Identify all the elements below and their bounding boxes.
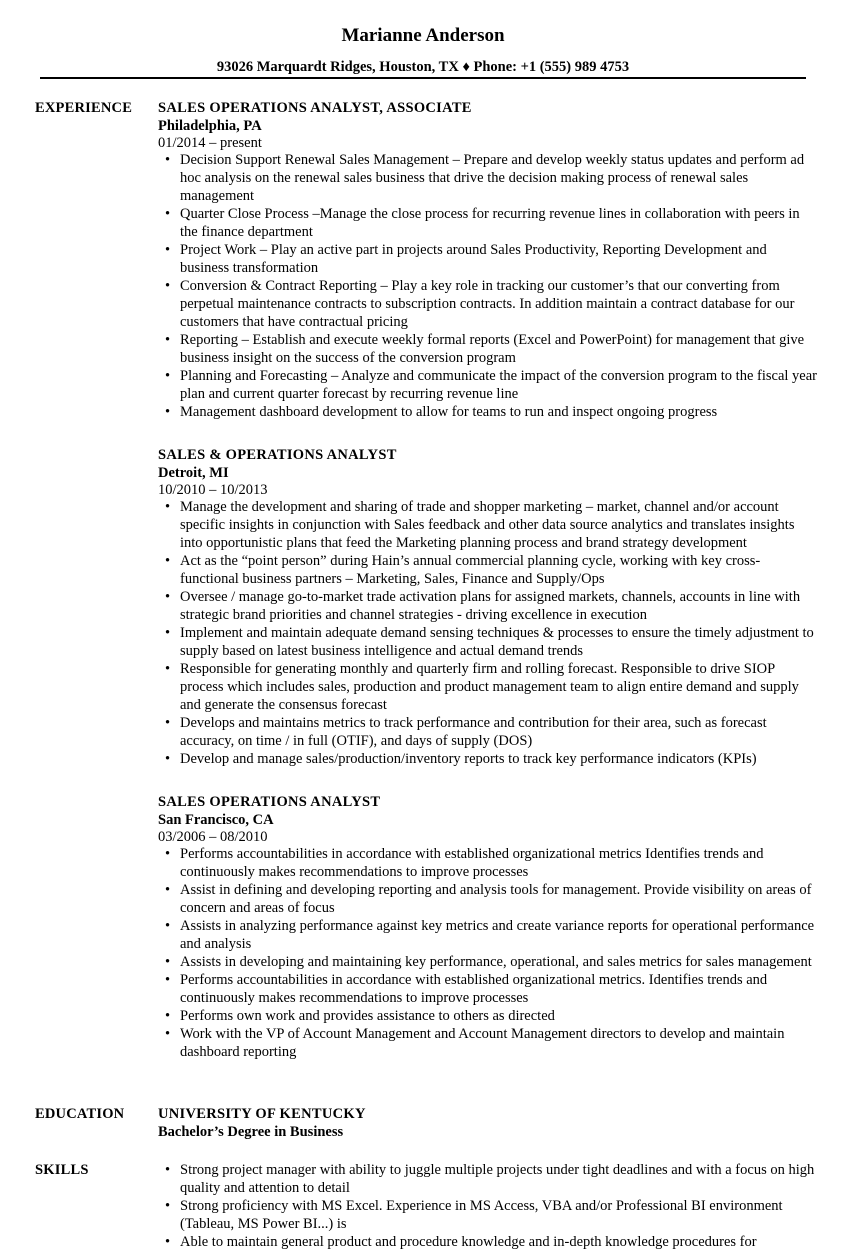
list-item: • Oversee / manage go-to-market trade activation plans for assigned markets, channels, accounts in line with strategic brand priorities and channel strategies - driving excellence in execution <box>158 588 818 624</box>
list-item: • Responsible for generating monthly and quarterly firm and rolling forecast. Responsible to drive SIOP process which includes sales, production and product management team to align entire demand and supply and generate the consensus forecast <box>158 660 818 714</box>
resume-header <box>0 24 846 76</box>
contact-line: 93026 Marquardt Ridges, Houston, TX ♦ Phone: +1 (555) 989 4753 <box>216 59 630 75</box>
school-name: UNIVERSITY OF KENTUCKY <box>158 1106 366 1122</box>
job-entry <box>158 793 818 1061</box>
job-dates: 01/2014 – present <box>158 135 262 151</box>
job-bullets <box>158 151 818 421</box>
list-item: • Work with the VP of Account Management and Account Management directors to develop and maintain dashboard reporting <box>158 1025 818 1061</box>
job-location: Detroit, MI <box>158 465 229 481</box>
list-item: • Reporting – Establish and execute weekly formal reports (Excel and PowerPoint) for management that give business insight on the success of the conversion program <box>158 331 818 367</box>
education-entry <box>158 1105 818 1141</box>
list-item: • Strong proficiency with MS Excel. Experience in MS Access, VBA and/or Professional BI environment (Tableau, MS Power BI...) is <box>158 1197 818 1233</box>
job-location: Philadelphia, PA <box>158 118 262 134</box>
list-item: • Quarter Close Process –Manage the close process for recurring revenue lines in collaboration with peers in the finance department <box>158 205 818 241</box>
list-item: • Act as the “point person” during Hain’s annual commercial planning cycle, working with key cross-functional business partners – Marketing, Sales, Finance and Supply/Ops <box>158 552 818 588</box>
list-item: • Able to maintain general product and procedure knowledge and in-depth knowledge procedures for <box>158 1233 818 1251</box>
skills-list <box>158 1161 818 1251</box>
list-item: • Develops and maintains metrics to track performance and contribution for their area, such as forecast accuracy, on time / in full (OTIF), and days of supply (DOS) <box>158 714 818 750</box>
list-item: • Decision Support Renewal Sales Management – Prepare and develop weekly status updates and perform ad hoc analysis on the renewal sales business that drive the decision making process of renewal sales management <box>158 151 818 205</box>
job-dates: 10/2010 – 10/2013 <box>158 482 268 498</box>
section-label: EXPERIENCE <box>35 100 133 116</box>
header-divider <box>40 77 806 79</box>
job-entry <box>158 446 818 768</box>
list-item: • Strong project manager with ability to juggle multiple projects under tight deadlines and with a focus on high quality and attention to detail <box>158 1161 818 1197</box>
list-item: • Management dashboard development to allow for teams to run and inspect ongoing progress <box>158 403 818 421</box>
section-label: EDUCATION <box>35 1106 125 1122</box>
section-label: SKILLS <box>35 1162 89 1178</box>
job-bullets <box>158 498 818 768</box>
list-item: • Performs accountabilities in accordance with established organizational metrics. Identifies trends and continuously makes recommendations to improve processes <box>158 971 818 1007</box>
list-item: • Project Work – Play an active part in projects around Sales Productivity, Reporting Development and business transformation <box>158 241 818 277</box>
list-item: • Assists in analyzing performance against key metrics and create variance reports for operational performance and analysis <box>158 917 818 953</box>
job-bullets <box>158 845 818 1061</box>
job-title: SALES & OPERATIONS ANALYST <box>158 447 397 463</box>
list-item: • Performs accountabilities in accordance with established organizational metrics Identifies trends and continuously makes recommendations to improve processes <box>158 845 818 881</box>
list-item: • Assists in developing and maintaining key performance, operational, and sales metrics for sales management <box>158 953 818 971</box>
list-item: • Manage the development and sharing of trade and shopper marketing – market, channel and/or account specific insights in conjunction with Sales feedback and other data source analytics and translates insights into opportunistic plans that feed the Marketing planning process and brand strategy development <box>158 498 818 552</box>
list-item: • Planning and Forecasting – Analyze and communicate the impact of the conversion program to the fiscal year plan and current quarter forecast by recurring revenue line <box>158 367 818 403</box>
job-dates: 03/2006 – 08/2010 <box>158 829 268 845</box>
list-item: • Assist in defining and developing reporting and analysis tools for management. Provide visibility on areas of concern and areas of focus <box>158 881 818 917</box>
skill-bullets <box>158 1161 818 1251</box>
experience-list <box>158 99 818 1061</box>
job-entry <box>158 99 818 421</box>
list-item: • Conversion & Contract Reporting – Play a key role in tracking our customer’s that our converting from perpetual maintenance contracts to subscription contracts. In addition maintain a contract database for our customers that have contractual pricing <box>158 277 818 331</box>
job-title: SALES OPERATIONS ANALYST <box>158 794 381 810</box>
list-item: • Develop and manage sales/production/inventory reports to track key performance indicators (KPIs) <box>158 750 818 768</box>
list-item: • Performs own work and provides assistance to others as directed <box>158 1007 818 1025</box>
candidate-name: Marianne Anderson <box>341 25 505 46</box>
degree: Bachelor’s Degree in Business <box>158 1124 344 1140</box>
job-location: San Francisco, CA <box>158 812 274 828</box>
list-item: • Implement and maintain adequate demand sensing techniques & processes to ensure the timely adjustment to supply based on latest business intelligence and actual demand trends <box>158 624 818 660</box>
job-title: SALES OPERATIONS ANALYST, ASSOCIATE <box>158 100 472 116</box>
